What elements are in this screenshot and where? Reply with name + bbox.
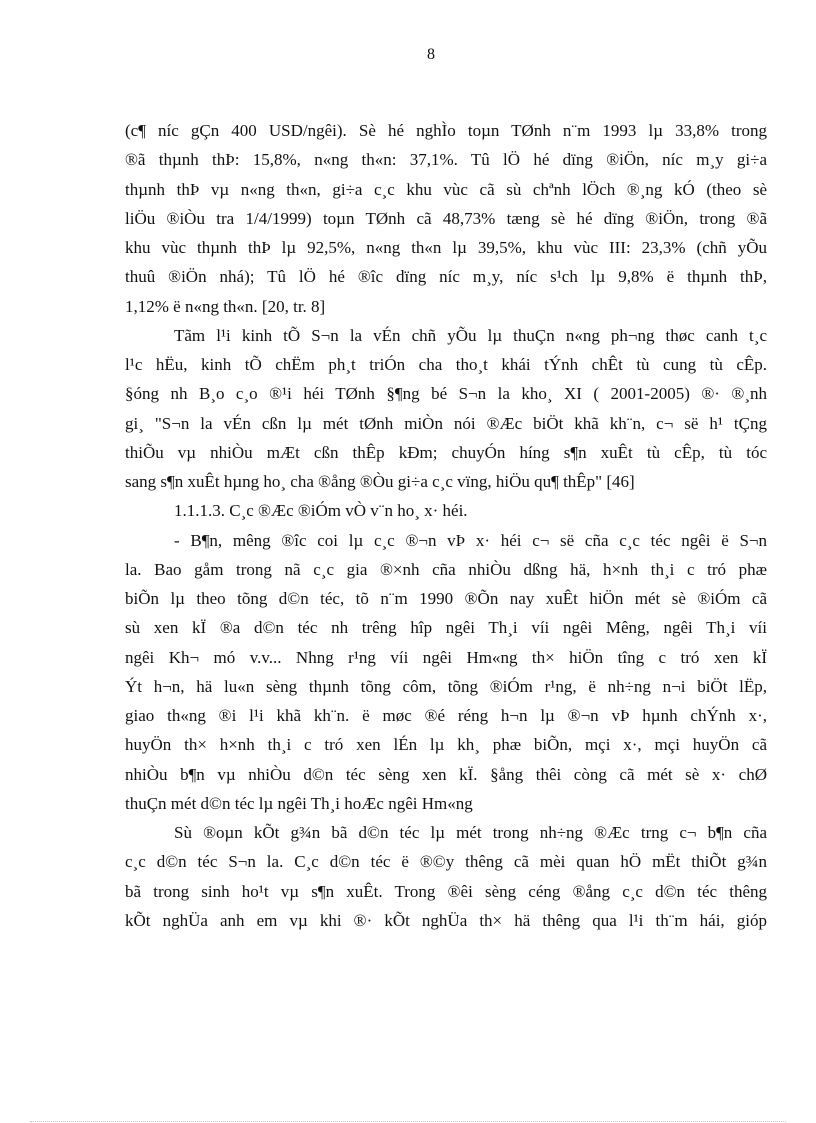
- text-line: 1.1.1.3. C¸c ®Æc ®iÓm vÒ v¨n ho¸ x· héi.: [174, 501, 468, 521]
- text-line: ®ã thµnh thÞ: 15,8%, n«ng th«n: 37,1%. Tû lÖ hé dïng ®iÖn, níc m¸y gi÷a: [125, 150, 767, 170]
- text-line: bã trong sinh ho¹t vµ s¶n xuÊt. Trong ®êi sèng céng ®ång c¸c d©n téc thêng: [125, 881, 767, 901]
- text-line: sù xen kÏ ®a d©n téc nh trêng hîp ngêi Th¸i víi ngêi Mêng, ngêi Th¸i víi: [125, 618, 767, 638]
- text-line: thuû ®iÖn nhá); Tû lÖ hé ®îc dïng níc m¸y, níc s¹ch lµ 9,8% ë thµnh thÞ,: [125, 267, 767, 287]
- text-line: biÕn lµ theo tõng d©n téc, tõ n¨m 1990 ®Õn nay xuÊt hiÖn mét sè ®iÓm cã: [125, 589, 767, 608]
- text-line: kÕt nghÜa anh em vµ khi ®· kÕt nghÜa th× hä thêng qua l¹i th¨m hái, gióp: [125, 910, 767, 930]
- page-number: 8: [427, 46, 435, 63]
- text-line: Sù ®oµn kÕt g¾n bã d©n téc lµ mét trong nh÷ng ®Æc trng c¬ b¶n cña: [174, 823, 767, 842]
- text-line: liÖu ®iÒu tra 1/4/1999) toµn TØnh cã 48,73% tæng sè hé dïng ®iÖn, trong ®ã: [125, 208, 767, 228]
- text-line: thuÇn mét d©n téc lµ ngêi Th¸i hoÆc ngêi Hm«ng: [125, 793, 473, 813]
- text-line: huyÖn th× h×nh th¸i c tró xen lÉn lµ kh¸ phæ biÕn, mçi x·, mçi huyÖn cã: [125, 735, 767, 755]
- text-line: nhiÒu b¶n vµ nhiÒu d©n téc sèng xen kÏ. §ång thêi còng cã mét sè x· chØ: [125, 764, 767, 784]
- text-line: sang s¶n xuÊt hµng ho¸ cha ®ång ®Òu gi÷a c¸c vïng, hiÖu qu¶ thÊp" [46]: [125, 472, 635, 491]
- footer-divider: [30, 1121, 786, 1122]
- text-line: Ýt h¬n, hä lu«n sèng thµnh tõng côm, tõng ®iÓm r¹ng, ë nh÷ng n¬i biÖt lËp,: [125, 676, 767, 696]
- text-line: c¸c d©n téc S¬n la. C¸c d©n téc ë ®©y thêng cã mèi quan hÖ mËt thiÕt g¾n: [125, 852, 767, 872]
- text-line: thµnh thÞ vµ n«ng th«n, gi÷a c¸c khu vùc cã sù chªnh lÖch ®¸ng kÓ (theo sè: [125, 179, 767, 199]
- text-line: thiÕu vµ nhiÒu mÆt cßn thÊp kÐm; chuyÓn híng s¶n xuÊt tù cÊp, tù tóc: [125, 442, 767, 462]
- text-line: (c¶ níc gÇn 400 USD/ngêi). Sè hé nghÌo toµn TØnh n¨m 1993 lµ 33,8% trong: [125, 121, 767, 140]
- text-line: §óng nh B¸o c¸o ®¹i héi TØnh §¶ng bé S¬n la kho¸ XI ( 2001-2005) ®· ®¸nh: [125, 384, 767, 404]
- text-line: Tãm l¹i kinh tÕ S¬n la vÉn chñ yÕu lµ thuÇn n«ng ph¬ng thøc canh t¸c: [174, 325, 767, 345]
- text-line: 1,12% ë n«ng th«n. [20, tr. 8]: [125, 296, 326, 316]
- text-line: l¹c hËu, kinh tÕ chËm ph¸t triÓn cha tho¸t khái tÝnh chÊt tù cung tù cÊp.: [125, 355, 767, 374]
- text-line: giao th«ng ®i l¹i khã kh¨n. ë møc ®é réng h¬n lµ ®¬n vÞ hµnh chÝnh x·,: [125, 706, 767, 725]
- text-line: khu vùc thµnh thÞ lµ 92,5%, n«ng th«n lµ 39,5%, khu vùc III: 23,3% (chñ yÕu: [125, 238, 767, 257]
- text-line: la. Bao gåm trong nã c¸c gia ®×nh cña nhiÒu dßng hä, h×nh th¸i c tró phæ: [125, 559, 767, 579]
- text-line: ngêi Kh¬ mó v.v... Nhng r¹ng víi ngêi Hm«ng th× hiÖn tîng c tró xen kÏ: [125, 647, 767, 667]
- text-line: gi¸ "S¬n la vÉn cßn lµ mét tØnh miÒn nói ®Æc biÖt khã kh¨n, c¬ së h¹ tÇng: [125, 413, 767, 433]
- body-text: [125, 116, 767, 935]
- text-line: - B¶n, mêng ®îc coi lµ c¸c ®¬n vÞ x· héi c¬ së cña c¸c téc ngêi ë S¬n: [174, 530, 767, 550]
